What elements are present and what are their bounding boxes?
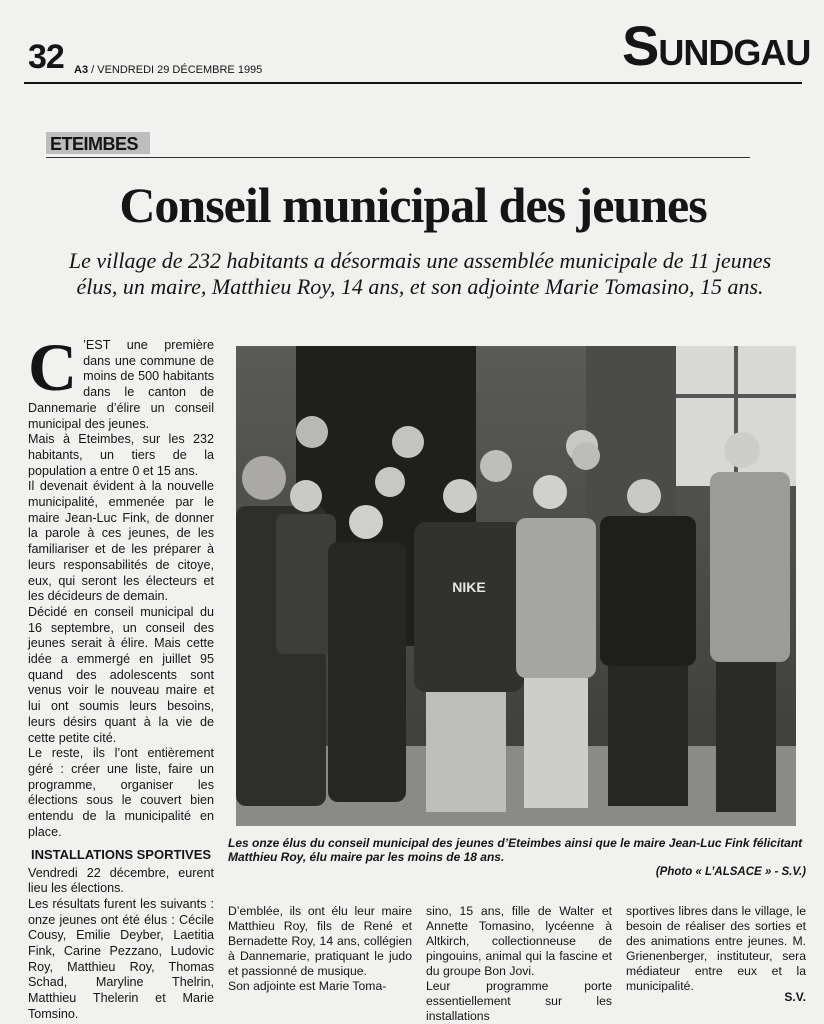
photo-person xyxy=(524,678,588,808)
photo-person xyxy=(533,475,567,509)
place-tag xyxy=(46,132,150,154)
photo-person xyxy=(572,442,600,470)
photo-person xyxy=(426,692,506,812)
section-initial: S xyxy=(622,14,659,77)
photo-person xyxy=(375,467,405,497)
photo-person xyxy=(516,518,596,678)
group-photo xyxy=(236,346,796,826)
body-column-2 xyxy=(228,904,412,994)
paragraph: sportives libres dans le village, le besoin de réaliser des sorties et des animations entre jeunes. M. Grienenberger, instituteur, sera médiateur entre eux et la municipalité. xyxy=(626,904,806,993)
paragraph: Décidé en conseil municipal du 16 septembre, un conseil des jeunes serait à élire. Mais cette idée a emmergé en juillet 95 quand des adolescents sont venus voir le nouveau maire et lui ont soumis leurs besoins, leurs désirs quant à la vie de cette petite cité. xyxy=(28,604,214,745)
issue-date: / VENDREDI 29 DÉCEMBRE 1995 xyxy=(91,64,263,76)
body-column-4 xyxy=(626,904,806,994)
photo-person xyxy=(349,505,383,539)
page-number: 32 xyxy=(28,38,64,76)
edition-code: A3 xyxy=(74,64,89,76)
intertitle: INSTALLATIONS SPORTIVES xyxy=(30,846,212,862)
header-rule xyxy=(24,82,802,84)
photo-person xyxy=(392,426,424,458)
author-signature: S.V. xyxy=(784,990,806,1004)
place-rule xyxy=(46,157,750,158)
photo-person xyxy=(276,514,336,654)
photo-person xyxy=(414,522,524,692)
paragraph: Vendredi 22 décembre, eurent lieu les élections. xyxy=(28,865,214,896)
photo-person xyxy=(608,666,688,806)
paragraph: Leur programme porte essentiellement sur les installations xyxy=(426,979,612,1023)
paragraph: D’emblée, ils ont élu leur maire Matthieu Roy, fils de René et Bernadette Roy, 14 ans, collégien à Dannemarie, pratiquant le judo et passionné de musique. xyxy=(228,904,412,978)
headline: Conseil municipal des jeunes xyxy=(119,177,707,233)
paragraph: Les résultats furent les suivants : onze jeunes ont été élus : Cécile Cousy, Emilie Deyber, Laetitia Fink, Carine Pezzano, Ludovic Roy, Matthieu Roy, Thomas Schad, Maryline Thelrin, Matthieu Thelerin et Marie Tomsino. xyxy=(28,896,214,1021)
photo-person xyxy=(480,450,512,482)
issue-line xyxy=(74,64,262,76)
paragraph: Son adjointe est Marie Toma- xyxy=(228,979,387,993)
photo-person xyxy=(443,479,477,513)
paragraph: sino, 15 ans, fille de Walter et Annette Tomasino, lycéenne à Altkirch, collectionneuse de pingouins, animal qui la fascine et du groupe Bon Jovi. xyxy=(426,904,612,978)
paragraph: Il devenait évident à la nouvelle municipalité, emmenée par le maire Jean-Luc Fink, de donner la parole à ces jeunes, de les familiariser et de les préparer à leurs responsabilités de citoye, eux, qui seront les électeurs et les décideurs de demain. xyxy=(28,479,214,604)
body-column-3 xyxy=(426,904,612,1024)
drop-cap: C xyxy=(28,329,78,405)
paragraph: Mais à Eteimbes, sur les 232 habitants, un tiers de la population a entre 0 et 15 ans. xyxy=(28,432,214,478)
section-title xyxy=(622,14,811,77)
photo-person xyxy=(242,456,286,500)
photo-person xyxy=(627,479,661,513)
photo-person xyxy=(600,516,696,666)
place-label: ETEIMBES xyxy=(50,134,139,154)
photo-person xyxy=(290,480,322,512)
left-column xyxy=(28,329,214,1023)
photo-person xyxy=(328,542,406,802)
subheadline: Le village de 232 habitants a désormais une assemblée municipale de 11 jeunes élus, un maire, Matthieu Roy, 14 ans, et son adjointe Marie Tomasino, 15 ans. xyxy=(68,248,772,299)
photo-person xyxy=(724,432,760,468)
photo-person xyxy=(710,472,790,662)
photo-caption: Les onze élus du conseil municipal des jeunes d’Eteimbes ainsi que le maire Jean-Luc Fink félicitant Matthieu Roy, élu maire par les moins de 18 ans. xyxy=(228,836,803,864)
photo-person xyxy=(716,662,776,812)
sweatshirt-logo: NIKE xyxy=(452,579,486,595)
section-rest: UNDGAU xyxy=(658,32,811,73)
photo-person xyxy=(296,416,328,448)
paragraph: Le reste, ils l’ont entièrement géré : créer une liste, faire un programme, organiser les élections sous le couvert bien entendu de la municipalité en place. xyxy=(28,746,214,839)
photo-credit: (Photo « L’ALSACE » - S.V.) xyxy=(655,866,806,878)
paragraph: ’EST une première dans une commune de moins de 500 habitants dans le canton de Dannemarie d’élire un conseil municipal des jeunes. xyxy=(28,338,214,431)
